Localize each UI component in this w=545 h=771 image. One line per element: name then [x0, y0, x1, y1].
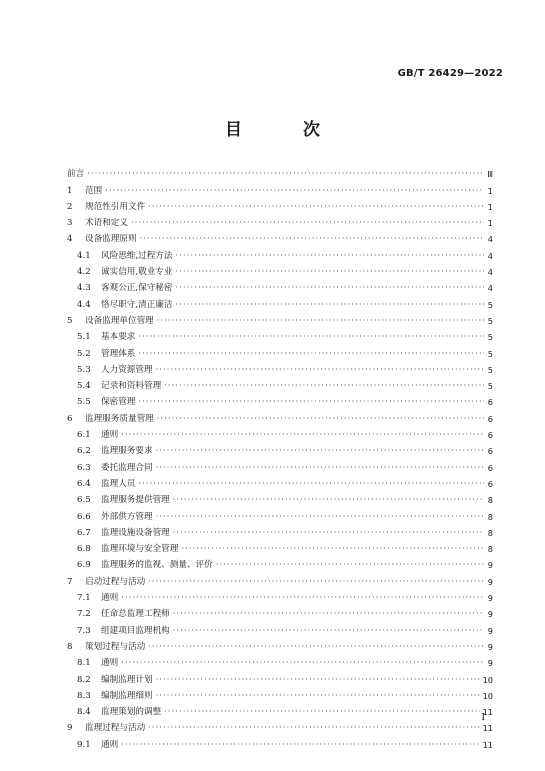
- toc-entry[interactable]: [67, 717, 493, 733]
- page-number: I: [481, 713, 485, 723]
- toc-leader-dots: [157, 316, 484, 326]
- toc-entry-label: 监理策划的调整: [101, 707, 162, 718]
- toc-leader-dots: [156, 463, 484, 473]
- toc-entry-page: 11: [482, 739, 493, 750]
- toc-entry-number: 8.4: [77, 707, 91, 718]
- toc-leader-dots: [175, 267, 484, 277]
- toc-entry-page: Ⅲ: [487, 169, 493, 180]
- toc-leader-dots: [148, 642, 484, 652]
- toc-leader-dots: [156, 675, 480, 685]
- toc-entry-label: 监理服务要求: [101, 446, 153, 457]
- toc-entry[interactable]: [67, 163, 493, 179]
- toc-entry-label: 范围: [85, 185, 103, 196]
- toc-entry-page: 6: [487, 397, 493, 408]
- toc-leader-dots: [173, 528, 484, 538]
- toc-entry-page: 6: [487, 478, 493, 489]
- toc-entry-number: 7.3: [77, 625, 91, 636]
- toc-entry-number: 6.4: [77, 478, 91, 489]
- toc-entry[interactable]: [67, 375, 493, 391]
- toc-entry[interactable]: [67, 326, 493, 342]
- toc-entry[interactable]: [67, 587, 493, 603]
- toc-entry-number: 7.1: [77, 593, 91, 604]
- toc-leader-dots: [175, 251, 484, 261]
- toc-entry-label: 诚实信用,敬业专业: [101, 267, 173, 278]
- toc-entry-number: 5.5: [77, 397, 91, 408]
- toc-entry-label: 风险思维,过程方法: [101, 250, 173, 261]
- toc-entry-label: 管理体系: [101, 348, 136, 359]
- toc-entry-label: 策划过程与活动: [85, 641, 146, 652]
- toc-entry-label: 通则: [101, 593, 119, 604]
- toc-entry-page: 5: [487, 332, 493, 343]
- toc-leader-dots: [148, 202, 484, 212]
- toc-entry-number: 4.4: [77, 299, 91, 310]
- toc-entry[interactable]: [67, 261, 493, 277]
- toc-entry-page: 5: [487, 348, 493, 359]
- toc-entry-label: 通则: [101, 739, 119, 750]
- toc-entry[interactable]: [67, 179, 493, 195]
- toc-entry-label: 启动过程与活动: [85, 576, 146, 587]
- toc-entry-page: 4: [487, 250, 493, 261]
- toc-entry-number: 5.2: [77, 348, 91, 359]
- toc-entry-number: 4.2: [77, 267, 91, 278]
- toc-entry-label: 任命总监理工程师: [101, 609, 170, 620]
- toc-entry-number: 4.1: [77, 250, 91, 261]
- toc-entry[interactable]: [67, 505, 493, 521]
- toc-entry-number: 6.6: [77, 511, 91, 522]
- toc-entry-number: 6.3: [77, 462, 91, 473]
- toc-leader-dots: [156, 365, 484, 375]
- toc-entry-page: 6: [487, 462, 493, 473]
- toc-leader-dots: [138, 397, 484, 407]
- toc-entry-label: 通则: [101, 658, 119, 669]
- toc-entry-page: 10: [482, 674, 493, 685]
- toc-leader-dots: [164, 707, 479, 717]
- toc-entry[interactable]: [67, 685, 493, 701]
- toc-entry-number: 9.1: [77, 739, 91, 750]
- toc-entry[interactable]: [67, 522, 493, 538]
- toc-leader-dots: [131, 218, 484, 228]
- toc-leader-dots: [121, 593, 484, 603]
- toc-entry-number: 1: [67, 185, 73, 196]
- toc-entry-label: 设备监理原则: [85, 234, 137, 245]
- toc-leader-dots: [148, 577, 484, 587]
- toc-entry-page: 11: [482, 723, 493, 734]
- toc-entry-page: 9: [487, 658, 493, 669]
- toc-entry[interactable]: [67, 733, 493, 749]
- toc-entry-page: 11: [482, 707, 493, 718]
- toc-entry-page: 5: [487, 299, 493, 310]
- toc-entry-number: 5.4: [77, 381, 91, 392]
- toc-entry-page: 9: [487, 625, 493, 636]
- toc-entry-page: 1: [487, 218, 493, 229]
- toc-entry[interactable]: [67, 228, 493, 244]
- toc-entry-number: 2: [67, 201, 73, 212]
- toc-leader-dots: [156, 691, 480, 701]
- toc-entry[interactable]: [67, 293, 493, 309]
- toc-leader-dots: [87, 169, 484, 179]
- toc-entry[interactable]: [67, 244, 493, 260]
- toc-leader-dots: [121, 430, 484, 440]
- toc-entry-number: 6.2: [77, 446, 91, 457]
- toc-entry-page: 8: [487, 527, 493, 538]
- toc-entry-page: 5: [487, 315, 493, 326]
- toc-entry-page: 6: [487, 430, 493, 441]
- toc-entry[interactable]: [67, 652, 493, 668]
- toc-entry-page: 10: [482, 690, 493, 701]
- toc-entry-page: 9: [487, 560, 493, 571]
- toc-leader-dots: [175, 300, 484, 310]
- toc-leader-dots: [157, 414, 484, 424]
- toc-entry-label: 前言: [67, 169, 85, 180]
- toc-entry-number: 5.3: [77, 364, 91, 375]
- toc-entry-page: 9: [487, 641, 493, 652]
- toc-leader-dots: [105, 186, 484, 196]
- toc-entry-label: 记录和资料管理: [101, 381, 162, 392]
- toc-leader-dots: [173, 495, 484, 505]
- toc-entry-page: 8: [487, 511, 493, 522]
- toc-leader-dots: [138, 479, 484, 489]
- toc-entry-number: 9: [67, 723, 73, 734]
- toc-entry[interactable]: [67, 619, 493, 635]
- toc-leader-dots: [156, 512, 484, 522]
- toc-entry[interactable]: [67, 277, 493, 293]
- toc-entry[interactable]: [67, 603, 493, 619]
- toc-entry[interactable]: [67, 310, 493, 326]
- toc-entry-page: 5: [487, 381, 493, 392]
- toc-entry-page: 9: [487, 609, 493, 620]
- toc-entry-number: 6.9: [77, 560, 91, 571]
- toc-entry-label: 设备监理单位管理: [85, 315, 154, 326]
- toc-entry-number: 6.1: [77, 430, 91, 441]
- toc-entry-label: 外部供方管理: [101, 511, 153, 522]
- toc-entry-page: 4: [487, 234, 493, 245]
- toc-leader-dots: [121, 658, 484, 668]
- toc-entry-number: 6: [67, 413, 73, 424]
- toc-entry-page: 1: [487, 185, 493, 196]
- toc-leader-dots: [173, 626, 484, 636]
- toc-entry[interactable]: [67, 342, 493, 358]
- toc-entry[interactable]: [67, 538, 493, 554]
- toc-entry-label: 监理人员: [101, 478, 136, 489]
- toc-leader-dots: [173, 609, 484, 619]
- toc-entry-page: 9: [487, 576, 493, 587]
- toc-leader-dots: [181, 544, 484, 554]
- toc-leader-dots: [156, 446, 484, 456]
- toc-leader-dots: [216, 560, 484, 570]
- toc-entry-label: 组建项目监理机构: [101, 625, 170, 636]
- toc-entry[interactable]: [67, 456, 493, 472]
- toc-leader-dots: [148, 723, 479, 733]
- toc-entry-number: 5: [67, 315, 73, 326]
- toc-entry-page: 8: [487, 495, 493, 506]
- page-title: 目 次: [225, 120, 342, 140]
- toc-leader-dots: [138, 332, 484, 342]
- toc-entry[interactable]: [67, 636, 493, 652]
- toc-entry-label: 恪尽职守,清正廉洁: [101, 299, 173, 310]
- toc-entry-label: 委托监理合同: [101, 462, 153, 473]
- toc-entry[interactable]: [67, 212, 493, 228]
- toc-entry-label: 监理环境与安全管理: [101, 544, 179, 555]
- toc-entry-number: 8.1: [77, 658, 91, 669]
- toc-entry-page: 4: [487, 267, 493, 278]
- toc-entry-page: 1: [487, 201, 493, 212]
- toc-leader-dots: [140, 234, 484, 244]
- toc-entry-number: 8.3: [77, 690, 91, 701]
- toc-entry-page: 6: [487, 413, 493, 424]
- toc-leader-dots: [175, 283, 484, 293]
- toc-entry-number: 8: [67, 641, 73, 652]
- table-of-contents: [67, 163, 493, 750]
- toc-entry[interactable]: [67, 701, 493, 717]
- toc-entry-label: 术语和定义: [85, 218, 128, 229]
- toc-entry[interactable]: [67, 391, 493, 407]
- toc-entry-number: 6.5: [77, 495, 91, 506]
- toc-entry-page: 8: [487, 544, 493, 555]
- toc-entry-label: 保密管理: [101, 397, 136, 408]
- toc-leader-dots: [121, 740, 479, 750]
- toc-entry-number: 8.2: [77, 674, 91, 685]
- toc-entry[interactable]: [67, 424, 493, 440]
- toc-entry-label: 监理服务质量管理: [85, 413, 154, 424]
- toc-entry[interactable]: [67, 196, 493, 212]
- toc-entry-label: 基本要求: [101, 332, 136, 343]
- toc-leader-dots: [164, 381, 484, 391]
- toc-entry-label: 监理设施设备管理: [101, 527, 170, 538]
- toc-entry-number: 7.2: [77, 609, 91, 620]
- toc-entry[interactable]: [67, 668, 493, 684]
- toc-entry[interactable]: [67, 359, 493, 375]
- standard-code: GB/T 26429—2022: [397, 68, 503, 79]
- toc-entry-label: 人力资源管理: [101, 364, 153, 375]
- toc-entry-page: 6: [487, 446, 493, 457]
- toc-entry[interactable]: [67, 570, 493, 586]
- toc-entry-page: 5: [487, 364, 493, 375]
- toc-entry[interactable]: [67, 473, 493, 489]
- toc-entry-number: 3: [67, 218, 73, 229]
- toc-entry-number: 7: [67, 576, 73, 587]
- toc-entry-label: 监理服务的监视、测量、评价: [101, 560, 213, 571]
- toc-entry[interactable]: [67, 440, 493, 456]
- toc-entry-number: 6.7: [77, 527, 91, 538]
- toc-entry-number: 4: [67, 234, 73, 245]
- toc-entry-label: 通则: [101, 430, 119, 441]
- toc-entry-label: 编制监理计划: [101, 674, 153, 685]
- toc-entry-label: 规范性引用文件: [85, 201, 146, 212]
- toc-entry[interactable]: [67, 489, 493, 505]
- toc-entry-label: 监理服务提供管理: [101, 495, 170, 506]
- toc-entry-number: 6.8: [77, 544, 91, 555]
- toc-leader-dots: [138, 349, 484, 359]
- toc-entry-label: 客观公正,保守秘密: [101, 283, 173, 294]
- toc-entry[interactable]: [67, 554, 493, 570]
- toc-entry-label: 监理过程与活动: [85, 723, 146, 734]
- toc-entry[interactable]: [67, 407, 493, 423]
- toc-entry-number: 5.1: [77, 332, 91, 343]
- toc-entry-number: 4.3: [77, 283, 91, 294]
- toc-entry-label: 编制监理细则: [101, 690, 153, 701]
- toc-entry-page: 9: [487, 593, 493, 604]
- toc-entry-page: 4: [487, 283, 493, 294]
